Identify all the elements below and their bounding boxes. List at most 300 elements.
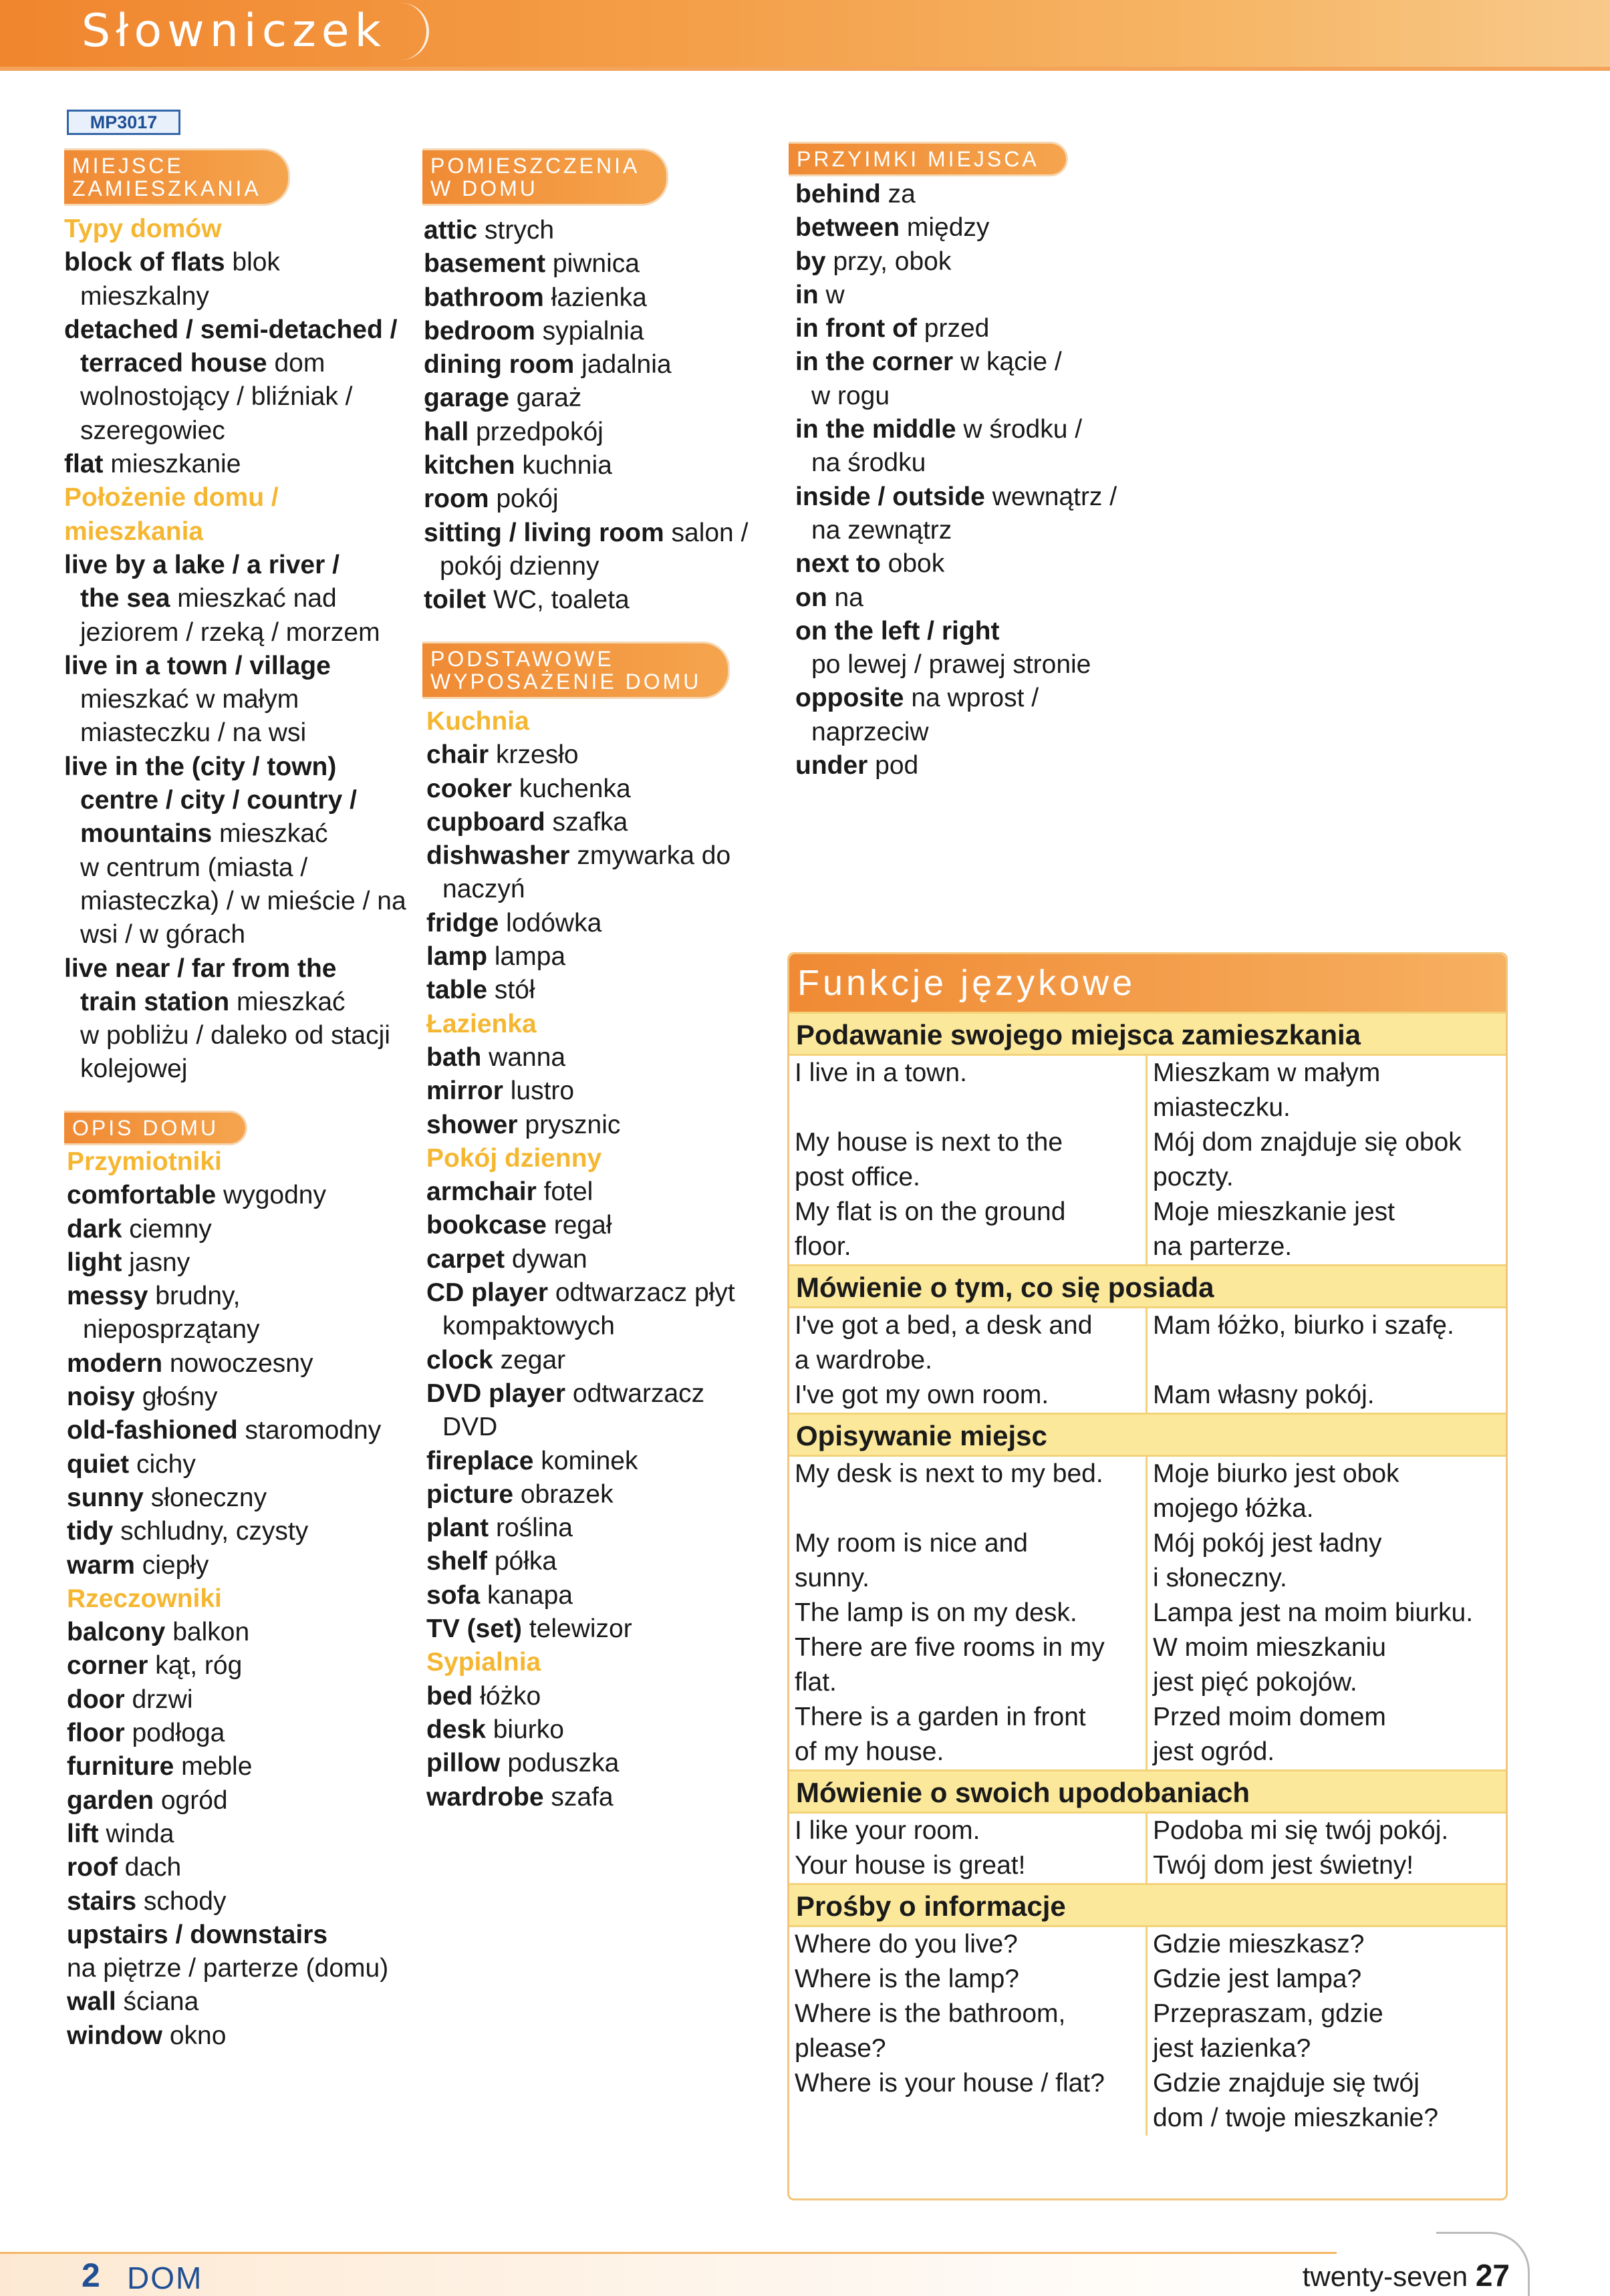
entry-english: armchair [426,1177,537,1207]
function-line: dom / twoje mieszkanie? [1153,2104,1439,2132]
function-line: a wardrobe. [795,1346,932,1375]
function-english [789,1962,1148,1997]
glossary-entry [426,1579,787,1612]
entry-english: live in a town / village [64,651,331,680]
function-english [789,1997,1148,2066]
glossary-entry [64,549,425,582]
entry-english: window [67,2021,162,2050]
function-line: Mam własny pokój. [1153,1381,1375,1409]
entry-polish: łóżko [473,1681,541,1711]
entry-polish: szafka [545,807,628,837]
page-footer [0,2252,1610,2296]
glossary-entry [795,480,1170,514]
entry-polish: biurko [485,1715,564,1744]
category-subheading: Pokój dzienny [426,1143,602,1173]
function-english [789,1596,1148,1630]
entry-polish: roślina [489,1514,573,1543]
glossary-entry [795,547,1170,581]
entry-polish: odtwarzacz [565,1379,705,1408]
glossary-entry [426,907,787,940]
entry-english: corner [67,1651,148,1681]
entry-polish: obok [880,549,945,579]
glossary-entry [426,1512,787,1545]
entry-polish: mieszkać nad [170,584,337,613]
language-functions-body [789,1012,1506,2136]
page-number-words: twenty-seven [1302,2261,1468,2292]
section-tag-line: PODSTAWOWE [430,647,614,671]
entry-polish: dach [117,1853,182,1882]
glossary-entry [795,245,1170,279]
glossary-entry [67,1649,428,1683]
entry-english: live near / far from the [64,954,337,983]
glossary-entry [426,1713,787,1747]
category-subheading: Położenie domu / [64,483,279,513]
page-number: 27 [1475,2258,1510,2293]
page-number-label [1303,2257,1510,2293]
function-line [795,1091,1142,1125]
function-line: I've got my own room. [795,1381,1049,1409]
glossary-entry [424,449,785,482]
function-line: Gdzie znajduje się twój [1153,2069,1420,2098]
entry-continuation: pokój dzienny [440,551,599,581]
glossary-entry [64,582,425,615]
entry-english: mirror [426,1077,503,1106]
entry-english: fireplace [426,1446,534,1475]
function-line: miasteczku. [1153,1093,1291,1122]
entry-polish: sypialnia [535,316,644,345]
function-row [789,1378,1506,1413]
function-english [789,1056,1148,1125]
function-row [789,2066,1506,2136]
entry-english: in the corner [795,347,954,377]
entry-polish: między [900,213,990,243]
glossary-entry [64,650,425,683]
entry-polish: wygodny [216,1181,326,1210]
function-polish [1148,1056,1506,1125]
glossary-entry [424,281,785,315]
function-polish [1148,1814,1506,1848]
function-line: post office. [795,1163,920,1191]
entry-polish: stół [487,976,535,1005]
entry-english: furniture [67,1752,174,1781]
function-polish [1148,1457,1506,1526]
entry-polish: szafa [543,1782,614,1812]
entry-english: modern [67,1348,163,1378]
glossary-entry [426,974,787,1007]
entry-polish: w kącie / [953,347,1062,377]
audio-track-badge[interactable]: MP3017 [67,110,180,135]
function-line: There is a garden in front [795,1703,1086,1731]
entry-polish: ciepły [134,1550,209,1580]
glossary-entry [426,940,787,974]
entry-polish: mieszkanie [103,450,241,479]
glossary-entry [67,1885,428,1918]
function-line: W moim mieszkaniu [1153,1633,1386,1662]
entry-polish: schody [136,1886,227,1916]
function-english [789,1457,1148,1526]
entry-polish: salon / [664,518,749,547]
glossary-entry [67,1515,428,1548]
entry-english: dishwasher [426,841,570,871]
glossary-entry [426,1276,787,1310]
entry-english: room [424,484,489,514]
entry-english: lift [67,1819,99,1848]
function-line: poczty. [1153,1163,1234,1191]
function-polish [1148,2066,1506,2136]
function-line: I've got a bed, a desk and [795,1311,1093,1340]
section-tag-line: ZAMIESZKANIA [72,176,261,200]
function-english [789,1308,1148,1378]
glossary-entry [64,952,425,986]
entry-continuation: po lewej / prawej stronie [811,650,1091,680]
glossary-entry [426,1074,787,1108]
function-line: I like your room. [795,1816,980,1845]
function-line: Mój pokój jest ładny [1153,1529,1382,1558]
function-row [789,1927,1506,1962]
section-tag-przyimki [789,142,1068,176]
glossary-entry [424,583,785,617]
function-polish [1148,1526,1506,1596]
entry-english: garage [424,384,509,413]
entry-polish: blok [225,248,280,277]
glossary-entry [424,315,785,348]
language-functions-box [787,952,1508,2200]
category-subheading: mieszkania [64,517,204,546]
entry-english: TV (set) [426,1614,523,1644]
function-line: of my house. [795,1737,944,1766]
glossary-entry [67,1213,428,1246]
glossary-entry [64,986,425,1019]
glossary-entry [426,1680,787,1713]
entry-polish: ciemny [122,1214,212,1244]
glossary-entry [795,615,1170,648]
entry-english: in [795,280,819,309]
function-english [789,2066,1148,2136]
glossary-entry [424,247,785,281]
entry-english: plant [426,1514,489,1543]
section-tag-line: OPIS DOMU [72,1116,219,1140]
entry-continuation: wolnostojący / bliźniak / [80,382,353,412]
function-english [789,1927,1148,1962]
entry-english: dining room [424,350,575,380]
function-english [789,1526,1148,1596]
entry-english: bath [426,1042,482,1072]
glossary-entry [67,1280,428,1313]
glossary-entry [795,749,1170,782]
category-subheading: Przymiotniki [67,1147,222,1176]
entry-english: toilet [424,585,487,615]
section-tag-pomieszczenia [422,148,668,206]
entry-polish: podłoga [124,1719,225,1748]
function-line: Where is the lamp? [795,1965,1019,1993]
entry-polish: obrazek [513,1479,614,1509]
glossary-entry [795,581,1170,615]
glossary-entry [67,1549,428,1582]
function-row [789,1125,1506,1195]
function-line: My room is nice and [795,1529,1028,1558]
glossary-entry [64,347,425,380]
function-line: jest łazienka? [1153,2034,1311,2063]
entry-polish: lodówka [499,908,602,938]
entry-english: attic [424,216,478,245]
glossary-entry [426,1747,787,1780]
function-polish [1148,1125,1506,1195]
section-tag-wyposazenie [422,641,730,699]
function-polish [1148,1596,1506,1630]
function-line: please? [795,2034,886,2063]
entry-english: terraced house [80,349,267,378]
function-line: na parterze. [1153,1232,1293,1261]
entry-polish: głośny [134,1383,218,1412]
function-line: floor. [795,1232,851,1261]
entry-polish: nowoczesny [162,1348,313,1378]
glossary-entry [424,482,785,516]
entry-english: the sea [80,584,170,613]
function-line: Moje biurko jest obok [1153,1459,1399,1488]
entry-polish: garaż [509,384,582,413]
glossary-entry [795,211,1170,245]
glossary-entry [64,817,425,851]
glossary-entry [795,312,1170,345]
entry-english: sunny [67,1483,144,1512]
entry-english: tidy [67,1517,114,1546]
function-english [789,1848,1148,1883]
entry-english: lamp [426,942,488,972]
glossary-entry [67,1381,428,1414]
entry-polish: przed [916,314,990,343]
glossary-entry [426,1243,787,1276]
entry-polish: mieszkać [212,819,328,849]
function-line: Moje mieszkanie jest [1153,1197,1395,1226]
entry-continuation: miasteczku / na wsi [80,718,307,748]
entry-english: garden [67,1785,154,1815]
function-heading: Podawanie swojego miejsca zamieszkania [789,1012,1506,1056]
glossary-entry [67,1616,428,1649]
glossary-entry [795,682,1170,715]
entry-continuation: mieszkać w małym [80,685,299,714]
glossary-entry [424,348,785,382]
glossary-entry [67,1851,428,1884]
entry-continuation: szeregowiec [80,416,225,445]
function-line [795,1491,1142,1526]
entry-english: in the middle [795,415,956,444]
entry-english: upstairs / downstairs [67,1920,328,1949]
section-tag-line: PRZYIMKI MIEJSCA [797,147,1039,171]
entry-english: desk [426,1715,486,1744]
entry-english: live by a lake / a river / [64,550,340,579]
glossary-list-wyposazenie [426,705,787,1814]
entry-polish: brudny, [148,1282,241,1311]
entry-polish: balkon [165,1618,250,1647]
function-line: I live in a town. [795,1058,967,1087]
category-subheading: Kuchnia [426,707,529,736]
entry-english: wardrobe [426,1782,544,1812]
function-line: Przepraszam, gdzie [1153,1999,1383,2028]
function-line: Gdzie mieszkasz? [1153,1930,1365,1959]
glossary-entry [64,448,425,481]
entry-english: CD player [426,1278,549,1308]
entry-polish: wewnątrz / [984,482,1117,511]
entry-english: sitting / living room [424,518,664,547]
entry-polish: pokój [489,484,559,514]
entry-polish: odtwarzacz płyt [548,1278,735,1308]
glossary-entry [67,1481,428,1515]
entry-polish: prysznic [517,1110,621,1139]
entry-polish: półka [487,1547,557,1576]
glossary-list-przyimki [795,178,1170,782]
entry-polish: w [818,280,845,309]
entry-polish: WC, toaleta [486,585,630,615]
entry-english: on [795,583,827,612]
entry-english: stairs [67,1886,137,1916]
entry-polish: na [827,583,863,612]
entry-english: light [67,1248,122,1277]
glossary-entry [424,416,785,449]
function-english [789,1700,1148,1769]
entry-english: centre / city / country / [80,786,357,815]
entry-continuation: na środku [811,448,926,478]
entry-continuation: miasteczka) / w mieście / na [80,886,406,915]
entry-polish: wanna [481,1042,566,1072]
entry-continuation: naczyń [442,875,525,904]
entry-polish: staromodny [237,1416,382,1445]
entry-polish: na wprost / [904,684,1039,713]
glossary-entry [67,1918,428,1952]
entry-polish: lustro [503,1077,575,1106]
category-subheading: Rzeczowniki [67,1584,222,1613]
entry-continuation: na zewnątrz [811,515,952,545]
entry-english: opposite [795,684,904,713]
glossary-entry [426,1781,787,1814]
function-line: jest pięć pokojów. [1153,1668,1357,1697]
function-row [789,1962,1506,1997]
entry-english: comfortable [67,1181,217,1210]
entry-polish: kuchenka [511,774,631,803]
entry-polish: ściana [116,1987,199,2017]
function-line: Your house is great! [795,1851,1026,1880]
glossary-entry [424,382,785,415]
glossary-entry [67,1414,428,1447]
entry-english: noisy [67,1383,135,1412]
entry-continuation: w centrum (miasta / [80,853,308,882]
glossary-entry [426,1478,787,1512]
function-polish [1148,1848,1506,1883]
entry-polish: jadalnia [574,350,672,380]
glossary-entry [67,2019,428,2053]
entry-continuation: DVD [442,1413,498,1442]
entry-english: under [795,751,868,780]
entry-polish: strych [477,216,555,245]
function-line: flat. [795,1668,837,1697]
entry-english: quiet [67,1449,130,1479]
glossary-entry [426,806,787,839]
function-row [789,1457,1506,1526]
section-tag-line: MIEJSCE [72,154,184,178]
entry-english: DVD player [426,1379,566,1408]
entry-english: chair [426,740,489,770]
function-polish [1148,1927,1506,1962]
entry-polish: przy, obok [825,247,952,276]
function-english [789,1630,1148,1700]
entry-polish: winda [98,1819,174,1848]
glossary-entry [67,1347,428,1381]
entry-continuation: wsi / w górach [80,920,246,950]
unit-name: DOM [127,2261,203,2295]
entry-polish: lampa [487,942,566,972]
entry-english: messy [67,1282,148,1311]
glossary-entry [426,1344,787,1377]
entry-english: carpet [426,1244,505,1274]
function-polish [1148,1997,1506,2066]
glossary-entry [424,517,785,550]
function-polish [1148,1195,1506,1264]
function-heading: Mówienie o tym, co się posiada [789,1264,1506,1308]
function-row [789,1195,1506,1264]
entry-polish: słoneczny [143,1483,267,1512]
entry-polish: regał [546,1211,612,1240]
glossary-entry [67,1985,428,2019]
function-line: Mieszkam w małym [1153,1058,1381,1087]
entry-english: bedroom [424,316,535,345]
section-tag-line: POMIESZCZENIA [430,154,640,178]
function-line: Mój dom znajduje się obok [1153,1128,1462,1157]
function-line: Where is the bathroom, [795,1999,1066,2028]
entry-english: floor [67,1719,125,1748]
function-line: Mam łóżko, biurko i szafę. [1153,1311,1454,1340]
category-subheading: Sypialnia [426,1648,541,1677]
function-row [789,1630,1506,1700]
glossary-entry [64,246,425,279]
entry-polish: przedpokój [468,417,603,446]
function-row [789,1308,1506,1378]
function-line: My desk is next to my bed. [795,1459,1103,1488]
function-line: mojego łóżka. [1153,1494,1314,1523]
function-row [789,1596,1506,1630]
entry-english: bed [426,1681,473,1711]
entry-english: shower [426,1110,518,1139]
entry-english: fridge [426,908,499,938]
glossary-list-pomieszczenia [424,214,785,617]
function-row [789,1700,1506,1769]
entry-english: door [67,1685,125,1714]
entry-english: cupboard [426,807,545,837]
glossary-entry [795,178,1170,211]
entry-continuation: w pobliżu / daleko od stacji [80,1021,390,1050]
entry-english: on the left / right [795,616,1000,645]
glossary-entry [64,784,425,817]
function-english [789,1195,1148,1264]
function-line: Twój dom jest świetny! [1153,1851,1414,1880]
function-polish [1148,1308,1506,1378]
entry-english: shelf [426,1547,488,1576]
function-english [789,1378,1148,1413]
function-line: There are five rooms in my [795,1633,1105,1662]
entry-english: next to [795,549,881,579]
glossary-entry [67,1784,428,1818]
entry-polish: cichy [129,1449,196,1479]
entry-polish: dom [267,349,325,378]
entry-english: behind [795,180,881,208]
entry-continuation: na piętrze / parterze (domu) [67,1954,389,1983]
glossary-entry [426,1545,787,1578]
entry-english: old-fashioned [67,1416,238,1445]
function-english [789,1814,1148,1848]
entry-continuation: nieposprzątany [83,1315,260,1344]
entry-english: by [795,247,826,276]
glossary-entry [426,772,787,806]
entry-english: bathroom [424,283,544,312]
entry-english: wall [67,1987,116,2017]
